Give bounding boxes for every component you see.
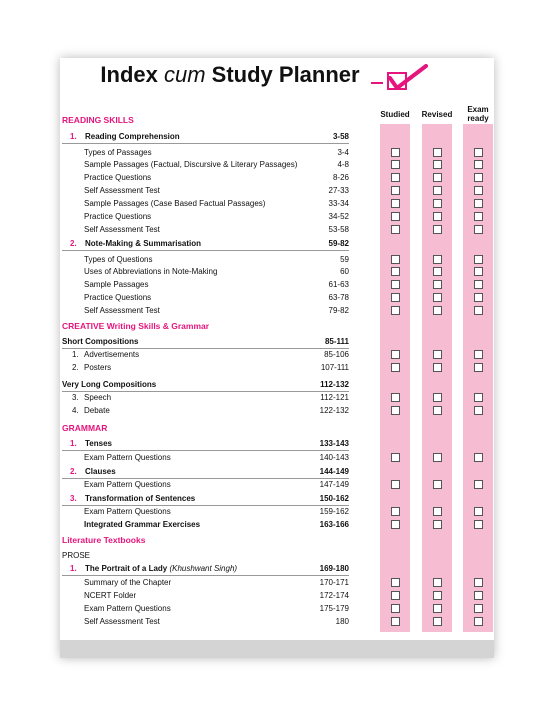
row-title: Self Assessment Test [84, 225, 160, 234]
row-pages: 112-121 [320, 393, 349, 402]
row-title: The Portrait of a Lady [85, 564, 170, 573]
row-title: Speech [84, 393, 112, 402]
section-label-a: CREATIVE [62, 321, 105, 331]
row-label [84, 197, 265, 210]
row-label [84, 451, 171, 464]
row-pages: 59-82 [328, 239, 349, 248]
row-title: Very Long Compositions [62, 380, 157, 389]
row-label [84, 210, 151, 223]
studied-header: Studied [380, 110, 410, 119]
row-pages: 8-26 [332, 173, 349, 182]
studied-checkbox[interactable] [391, 604, 400, 613]
exam-ready-checkbox[interactable] [474, 212, 483, 221]
row-label [84, 615, 160, 628]
index-row [62, 278, 349, 291]
exam-ready-checkbox[interactable] [474, 306, 483, 315]
revised-checkbox[interactable] [433, 173, 442, 182]
row-label [84, 505, 171, 518]
exam-ready-checkbox[interactable] [474, 453, 483, 462]
row-label [72, 404, 110, 417]
row-title: Exam Pattern Questions [84, 604, 171, 613]
row-label [62, 549, 90, 562]
index-row [62, 210, 349, 223]
row-pages: 107-111 [320, 363, 349, 372]
row-label [70, 437, 112, 450]
row-title: Sample Passages (Factual, Discursive & Literary Passages) [84, 160, 298, 169]
studied-checkbox[interactable] [391, 225, 400, 234]
index-row [62, 223, 349, 236]
index-row [62, 518, 349, 531]
revised-checkbox[interactable] [433, 604, 442, 613]
row-label [62, 378, 156, 391]
exam-ready-checkbox[interactable] [474, 267, 483, 276]
row-number: 1. [72, 350, 79, 359]
index-row [62, 437, 349, 451]
row-pages: 33-34 [328, 199, 349, 208]
studied-checkbox[interactable] [391, 148, 400, 157]
checkmark-icon [386, 64, 430, 94]
row-title: Clauses [85, 467, 116, 476]
revised-checkbox[interactable] [433, 212, 442, 221]
row-title: Uses of Abbreviations in Note-Making [84, 267, 218, 276]
index-row [62, 615, 349, 628]
exam-ready-checkbox[interactable] [474, 350, 483, 359]
studied-checkbox[interactable] [391, 350, 400, 359]
row-pages: 169-180 [319, 564, 349, 573]
row-label [70, 562, 237, 575]
title-dash [371, 82, 383, 84]
section-heading [62, 534, 349, 547]
row-label [84, 171, 151, 184]
revised-checkbox[interactable] [433, 520, 442, 529]
row-number: 1. [70, 439, 77, 448]
row-title-italic: (Khushwant Singh) [169, 564, 238, 573]
row-label [84, 278, 148, 291]
row-pages: 144-149 [319, 467, 349, 476]
exam-ready-checkbox[interactable] [474, 578, 483, 587]
row-title: Practice Questions [84, 212, 152, 221]
row-title: Summary of the Chapter [84, 578, 172, 587]
exam-ready-checkbox[interactable] [474, 617, 483, 626]
index-row [62, 197, 349, 210]
index-row [62, 335, 349, 349]
revised-checkbox[interactable] [433, 199, 442, 208]
studied-checkbox[interactable] [391, 453, 400, 462]
revised-checkbox[interactable] [433, 306, 442, 315]
row-number: 4. [72, 406, 79, 415]
row-label [84, 265, 217, 278]
revised-checkbox[interactable] [433, 267, 442, 276]
index-row [62, 562, 349, 576]
row-pages: 53-58 [328, 225, 349, 234]
exam-ready-checkbox[interactable] [474, 255, 483, 264]
row-label [72, 391, 111, 404]
studied-checkbox[interactable] [391, 280, 400, 289]
exam-ready-checkbox[interactable] [474, 591, 483, 600]
index-row [62, 549, 349, 562]
row-number: 2. [70, 467, 77, 476]
revised-checkbox[interactable] [433, 148, 442, 157]
revised-checkbox[interactable] [433, 255, 442, 264]
row-title: Sample Passages (Case Based Factual Passages) [84, 199, 266, 208]
row-pages: 133-143 [319, 439, 349, 448]
row-pages: 60 [340, 267, 349, 276]
row-label [70, 492, 195, 505]
row-title: Self Assessment Test [84, 617, 160, 626]
exam-ready-checkbox[interactable] [474, 507, 483, 516]
row-pages: 79-82 [328, 306, 349, 315]
row-title: Literature Textbooks [62, 535, 146, 545]
row-title: Advertisements [84, 350, 140, 359]
revised-header: Revised [421, 110, 453, 119]
exam-ready-checkbox[interactable] [474, 604, 483, 613]
row-pages: 170-171 [319, 578, 349, 587]
section-heading [62, 114, 349, 127]
studied-checkbox[interactable] [391, 199, 400, 208]
row-pages: 85-106 [324, 350, 349, 359]
index-row [62, 130, 349, 144]
row-label [62, 422, 107, 435]
row-label [84, 576, 171, 589]
row-pages: 34-52 [328, 212, 349, 221]
row-pages: 59 [340, 255, 349, 264]
row-title: Integrated Grammar Exercises [84, 520, 201, 529]
index-row [62, 265, 349, 278]
studied-checkbox[interactable] [391, 507, 400, 516]
row-number: 3. [72, 393, 79, 402]
row-label [84, 291, 151, 304]
studied-checkbox[interactable] [391, 363, 400, 372]
exam-ready-checkbox[interactable] [474, 225, 483, 234]
row-label [70, 237, 201, 250]
row-number: 2. [72, 363, 79, 372]
row-pages: 175-179 [319, 604, 349, 613]
studied-checkbox[interactable] [391, 306, 400, 315]
row-pages: 140-143 [319, 453, 349, 462]
exam-ready-checkbox[interactable] [474, 363, 483, 372]
revised-checkbox[interactable] [433, 507, 442, 516]
index-row [62, 505, 349, 518]
index-row [62, 602, 349, 615]
studied-checkbox[interactable] [391, 617, 400, 626]
row-title: Tenses [85, 439, 112, 448]
index-row [62, 589, 349, 602]
row-label [84, 518, 200, 531]
row-title: Types of Questions [84, 255, 153, 264]
studied-checkbox[interactable] [391, 267, 400, 276]
index-row [62, 478, 349, 491]
row-title: Sample Passages [84, 280, 149, 289]
studied-checkbox[interactable] [391, 160, 400, 169]
studied-checkbox[interactable] [391, 406, 400, 415]
index-row [62, 378, 349, 392]
row-label [70, 465, 116, 478]
row-title: Exam Pattern Questions [84, 480, 171, 489]
exam-ready-checkbox[interactable] [474, 199, 483, 208]
revised-checkbox[interactable] [433, 617, 442, 626]
row-label [84, 589, 136, 602]
index-row [62, 361, 349, 374]
row-title: Exam Pattern Questions [84, 453, 171, 462]
row-title: Transformation of Sentences [85, 494, 196, 503]
revised-checkbox[interactable] [433, 280, 442, 289]
revised-checkbox[interactable] [433, 160, 442, 169]
studied-checkbox[interactable] [391, 520, 400, 529]
page-title: Index cum Study Planner [100, 62, 360, 87]
row-title: Types of Passages [84, 148, 152, 157]
index-row [62, 391, 349, 404]
exam-ready-checkbox[interactable] [474, 280, 483, 289]
revised-checkbox[interactable] [433, 363, 442, 372]
exam-ready-checkbox[interactable] [474, 393, 483, 402]
row-title: Exam Pattern Questions [84, 507, 171, 516]
row-pages: 3-58 [332, 132, 349, 141]
revised-checkbox[interactable] [433, 480, 442, 489]
section-heading [62, 320, 349, 333]
row-label [84, 184, 160, 197]
index-row [62, 304, 349, 317]
revised-checkbox[interactable] [433, 406, 442, 415]
index-row [62, 158, 349, 171]
row-title: READING SKILLS [62, 115, 134, 125]
page-footer-bar [60, 640, 494, 658]
exam-ready-checkbox[interactable] [474, 173, 483, 182]
exam-ready-checkbox[interactable] [474, 520, 483, 529]
revised-checkbox[interactable] [433, 186, 442, 195]
row-title: GRAMMAR [62, 423, 108, 433]
row-label [62, 335, 138, 348]
section-heading [62, 422, 349, 435]
row-label [62, 114, 134, 127]
revised-checkbox[interactable] [433, 225, 442, 234]
row-number: 1. [70, 564, 77, 573]
studied-checkbox[interactable] [391, 212, 400, 221]
index-row [62, 348, 349, 361]
row-pages: 4-8 [337, 160, 349, 169]
row-title: Self Assessment Test [84, 306, 160, 315]
row-pages: 85-111 [324, 337, 349, 346]
row-title: Note-Making & Summarisation [85, 239, 202, 248]
index-row [62, 291, 349, 304]
row-title: Practice Questions [84, 293, 152, 302]
studied-checkbox[interactable] [391, 293, 400, 302]
section-label-b: Writing Skills & Grammar [104, 321, 210, 331]
row-label [72, 361, 111, 374]
row-title: Self Assessment Test [84, 186, 160, 195]
row-label [84, 158, 297, 171]
index-row [62, 576, 349, 589]
row-label [84, 602, 171, 615]
row-pages: 112-132 [320, 380, 349, 389]
index-row [62, 171, 349, 184]
row-number: 3. [70, 494, 77, 503]
exam-ready-checkbox[interactable] [474, 160, 483, 169]
row-label [70, 130, 180, 143]
row-pages: 122-132 [319, 406, 349, 415]
row-label [62, 534, 145, 547]
row-pages: 163-166 [319, 520, 349, 529]
row-title: Short Compositions [62, 337, 139, 346]
studied-checkbox[interactable] [391, 591, 400, 600]
studied-checkbox[interactable] [391, 393, 400, 402]
row-pages: 63-78 [328, 293, 349, 302]
exam-ready-checkbox[interactable] [474, 293, 483, 302]
exam-ready-checkbox[interactable] [474, 480, 483, 489]
row-pages: 27-33 [328, 186, 349, 195]
studied-checkbox[interactable] [391, 255, 400, 264]
index-row [62, 492, 349, 506]
row-label [72, 348, 139, 361]
row-label [84, 223, 160, 236]
row-title: NCERT Folder [84, 591, 137, 600]
row-title: Reading Comprehension [85, 132, 180, 141]
revised-checkbox[interactable] [433, 393, 442, 402]
revised-checkbox[interactable] [433, 453, 442, 462]
studied-checkbox[interactable] [391, 186, 400, 195]
row-title: Practice Questions [84, 173, 152, 182]
revised-checkbox[interactable] [433, 591, 442, 600]
row-title: Debate [84, 406, 110, 415]
revised-checkbox[interactable] [433, 578, 442, 587]
studied-checkbox[interactable] [391, 480, 400, 489]
row-pages: 172-174 [319, 591, 349, 600]
index-row [62, 237, 349, 251]
studied-checkbox[interactable] [391, 578, 400, 587]
row-number: 1. [70, 132, 77, 141]
row-pages: 3-4 [337, 148, 349, 157]
row-pages: 147-149 [319, 480, 349, 489]
row-label [62, 320, 209, 333]
exam-ready-checkbox[interactable] [474, 148, 483, 157]
exam-ready-header: Exam ready [467, 105, 489, 123]
row-title: Posters [84, 363, 112, 372]
row-pages: 150-162 [319, 494, 349, 503]
row-pages: 180 [335, 617, 349, 626]
revised-checkbox[interactable] [433, 350, 442, 359]
revised-checkbox[interactable] [433, 293, 442, 302]
exam-ready-checkbox[interactable] [474, 406, 483, 415]
row-label [84, 478, 171, 491]
row-number: 2. [70, 239, 77, 248]
row-title: PROSE [62, 551, 91, 560]
index-row [62, 451, 349, 464]
studied-checkbox[interactable] [391, 173, 400, 182]
index-row [62, 404, 349, 417]
row-pages: 61-63 [328, 280, 349, 289]
row-pages: 159-162 [319, 507, 349, 516]
index-row [62, 184, 349, 197]
exam-ready-checkbox[interactable] [474, 186, 483, 195]
index-row [62, 465, 349, 479]
row-label [84, 304, 160, 317]
